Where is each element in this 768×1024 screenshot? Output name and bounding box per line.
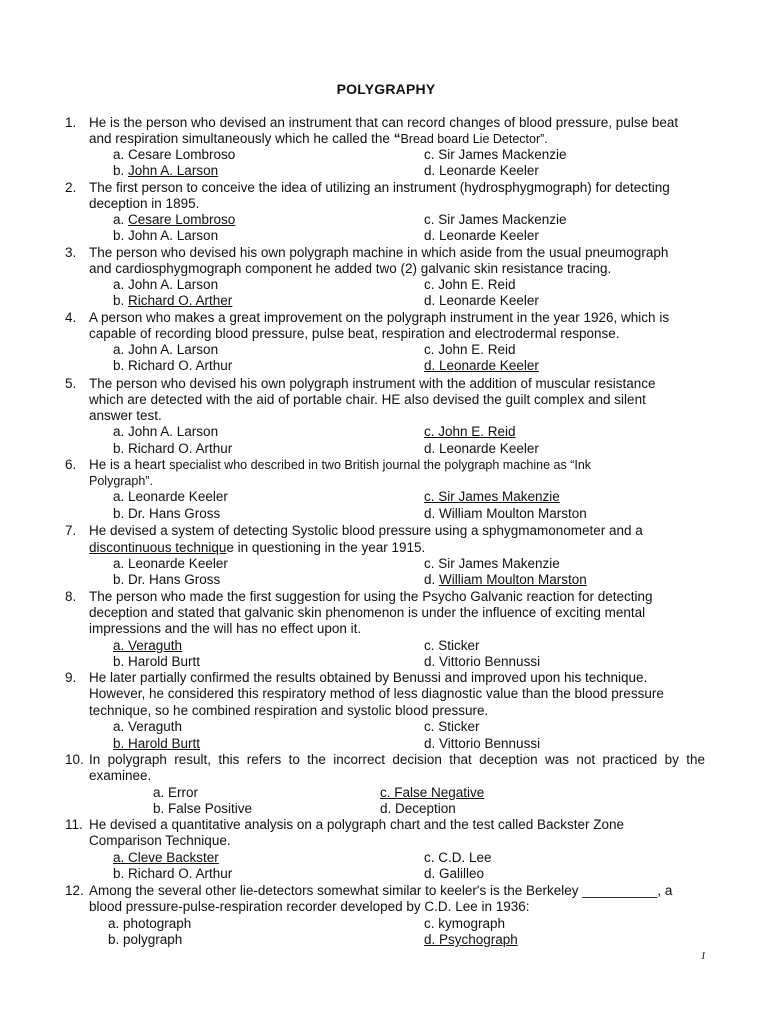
option-a: a. Cesare Lombroso bbox=[113, 147, 236, 162]
option-a: a. Error bbox=[153, 785, 199, 800]
option-a: a. John A. Larson bbox=[113, 277, 219, 292]
option-a-answer: a. Veraguth bbox=[113, 638, 183, 653]
option-d: d. Leonarde Keeler bbox=[424, 441, 539, 456]
option-a: a. Leonarde Keeler bbox=[113, 556, 228, 571]
question-number: 10. bbox=[65, 752, 84, 767]
option-b: b. Richard O. Arthur bbox=[113, 358, 233, 373]
option-d: d. Leonarde Keeler bbox=[424, 163, 539, 178]
question-number: 4. bbox=[65, 310, 77, 325]
option-a: a. Veraguth bbox=[113, 719, 183, 734]
option-d-answer: d. William Moulton Marston bbox=[424, 572, 587, 587]
question-number: 2. bbox=[65, 180, 77, 195]
question-text: Comparison Technique. bbox=[89, 833, 231, 848]
option-c: c. John E. Reid bbox=[424, 342, 516, 357]
question-text: Polygraph”. bbox=[89, 474, 153, 488]
option-c: c. Sir James Makenzie bbox=[424, 556, 560, 571]
option-a: a. John A. Larson bbox=[113, 424, 219, 439]
question-text: blood pressure-pulse-respiration recorder developed by C.D. Lee in 1936: bbox=[89, 899, 530, 914]
question-text: He is the person who devised an instrument that can record changes of blood pressure, pulse beat bbox=[89, 115, 679, 130]
option-d: d. Leonarde Keeler bbox=[424, 293, 539, 308]
question-number: 11. bbox=[65, 817, 83, 832]
option-a: a. Leonarde Keeler bbox=[113, 489, 228, 504]
option-b-answer: b. Harold Burtt bbox=[113, 736, 201, 751]
question-text bbox=[89, 540, 425, 556]
option-c: c. Sticker bbox=[424, 719, 480, 734]
question-text: technique, so he combined respiration and systolic blood pressure. bbox=[89, 703, 489, 718]
option-c: c. John E. Reid bbox=[424, 277, 516, 292]
question-text: The person who made the first suggestion for using the Psycho Galvanic reaction for detecting bbox=[89, 589, 653, 604]
question-text-part: e in questioning in the year 1915. bbox=[226, 540, 426, 555]
document-title: POLYGRAPHY bbox=[336, 81, 436, 97]
question-number: 6. bbox=[65, 457, 77, 472]
question-number: 3. bbox=[65, 245, 77, 260]
page-number: 1 bbox=[700, 950, 706, 962]
question-text bbox=[89, 457, 591, 473]
option-b: b. Richard O. Arthur bbox=[113, 441, 233, 456]
question-text: However, he considered this respiratory method of less diagnostic value than the blood pressure bbox=[89, 686, 664, 701]
question-text: A person who makes a great improvement on the polygraph instrument in the year 1926, which is bbox=[89, 310, 670, 325]
question-text: and respiration simultaneously which he called the “Bread board Lie Detector”. bbox=[89, 131, 548, 146]
question-text: Among the several other lie-detectors somewhat similar to keeler's is the Berkeley __________, a bbox=[89, 883, 673, 898]
option-b: b. False Positive bbox=[153, 801, 253, 816]
question-number: 5. bbox=[65, 376, 77, 391]
option-d: d. Deception bbox=[380, 801, 456, 816]
option-c-answer: c. John E. Reid bbox=[424, 424, 516, 439]
question-text: He devised a system of detecting Systolic blood pressure using a sphygmamonometer and a bbox=[89, 523, 643, 538]
option-c: c. Sticker bbox=[424, 638, 480, 653]
question-text: In polygraph result, this refers to the incorrect decision that deception was not practiced by the bbox=[89, 752, 705, 767]
question-number: 7. bbox=[65, 523, 77, 538]
question-text-part: He is a heart bbox=[89, 457, 170, 472]
question-text: The person who devised his own polygraph instrument with the addition of muscular resistance bbox=[89, 376, 656, 391]
option-a-answer: a. Cleve Backster bbox=[113, 850, 219, 865]
option-b: b. polygraph bbox=[108, 932, 183, 947]
option-b-answer: b. John A. Larson bbox=[113, 163, 219, 178]
option-d: d. Leonarde Keeler bbox=[424, 228, 539, 243]
option-c-answer: c. Sir James Makenzie bbox=[424, 489, 560, 504]
question-text: and cardiosphygmograph component he added two (2) galvanic skin resistance tracing. bbox=[89, 261, 612, 276]
option-b-answer: b. Richard O. Arther bbox=[113, 293, 233, 308]
option-c: c. Sir James Mackenzie bbox=[424, 212, 567, 227]
option-d-answer: d. Psychograph bbox=[424, 932, 518, 947]
question-text: deception in 1895. bbox=[89, 196, 200, 211]
question-number: 9. bbox=[65, 670, 77, 685]
option-c: c. kymograph bbox=[424, 916, 506, 931]
option-b: b. Dr. Hans Gross bbox=[113, 572, 221, 587]
option-d: d. William Moulton Marston bbox=[424, 506, 587, 521]
question-text: impressions and the will has no effect upon it. bbox=[89, 621, 362, 636]
option-b: b. Harold Burtt bbox=[113, 654, 201, 669]
question-text-underlined: discontinuous techniqu bbox=[89, 540, 227, 555]
question-text: examinee. bbox=[89, 768, 152, 783]
option-a: a. photograph bbox=[108, 916, 192, 931]
question-number: 12. bbox=[65, 883, 84, 898]
question-text: deception and stated that galvanic skin phenomenon is under the influence of exciting mental bbox=[89, 605, 646, 620]
question-text: The first person to conceive the idea of utilizing an instrument (hydrosphygmograph) for detecting bbox=[89, 180, 670, 195]
question-text: He devised a quantitative analysis on a polygraph chart and the test called Backster Zone bbox=[89, 817, 625, 832]
question-text: which are detected with the aid of portable chair. HE also devised the guilt complex and silent bbox=[89, 392, 646, 407]
option-c: c. Sir James Mackenzie bbox=[424, 147, 567, 162]
option-b: b. John A. Larson bbox=[113, 228, 219, 243]
option-a: a. John A. Larson bbox=[113, 342, 219, 357]
question-number: 1. bbox=[65, 115, 77, 130]
question-text: The person who devised his own polygraph machine in which aside from the usual pneumograph bbox=[89, 245, 669, 260]
question-number: 8. bbox=[65, 589, 77, 604]
question-text: answer test. bbox=[89, 408, 162, 423]
option-d: d. Vittorio Bennussi bbox=[424, 654, 541, 669]
question-text-part: specialist who described in two British journal the polygraph machine as “Ink bbox=[169, 458, 592, 472]
question-text: capable of recording blood pressure, pulse beat, respiration and electrodermal response. bbox=[89, 326, 620, 341]
question-text: He later partially confirmed the results obtained by Benussi and improved upon his technique. bbox=[89, 670, 648, 685]
option-a-answer: a. Cesare Lombroso bbox=[113, 212, 236, 227]
option-c: c. C.D. Lee bbox=[424, 850, 492, 865]
option-d: d. Galilleo bbox=[424, 866, 485, 881]
option-b: b. Richard O. Arthur bbox=[113, 866, 233, 881]
option-c-answer: c. False Negative bbox=[380, 785, 485, 800]
option-d-answer: d. Leonarde Keeler bbox=[424, 358, 539, 373]
option-b: b. Dr. Hans Gross bbox=[113, 506, 221, 521]
option-d: d. Vittorio Bennussi bbox=[424, 736, 541, 751]
